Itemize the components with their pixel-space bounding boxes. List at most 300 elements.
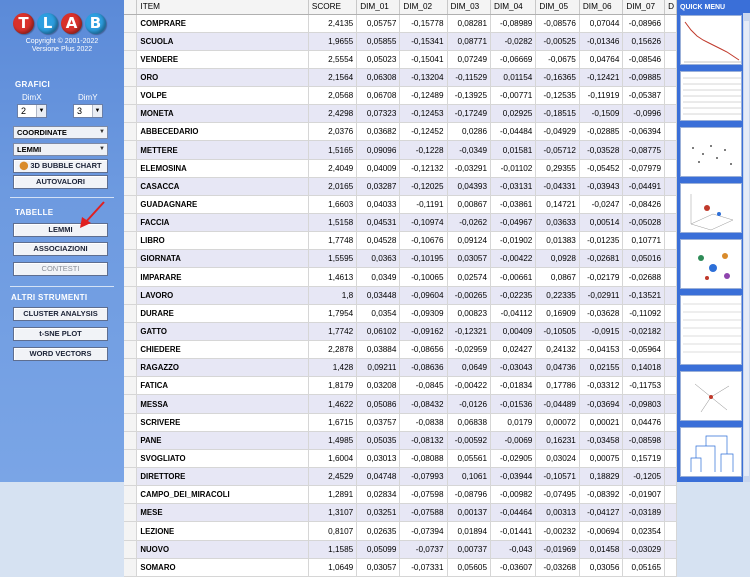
item-cell[interactable]: MONETA [137, 105, 308, 123]
value-cell[interactable]: -0,02905 [491, 449, 536, 467]
value-cell[interactable]: -0,01536 [491, 395, 536, 413]
value-cell[interactable]: -0,09885 [623, 68, 665, 86]
value-cell[interactable]: 2,4135 [308, 14, 356, 32]
value-cell[interactable]: -0,11529 [447, 68, 491, 86]
value-cell[interactable]: -0,05712 [536, 141, 580, 159]
value-cell[interactable]: -0,03861 [491, 195, 536, 213]
value-cell[interactable]: -0,0845 [400, 377, 447, 395]
value-cell[interactable]: -0,11753 [623, 377, 665, 395]
row-header[interactable] [124, 504, 137, 522]
row-header[interactable] [124, 141, 137, 159]
value-cell[interactable]: -0,07331 [400, 558, 447, 576]
item-cell[interactable]: LEZIONE [137, 522, 308, 540]
value-cell[interactable]: -0,09309 [400, 304, 447, 322]
row-header[interactable] [124, 50, 137, 68]
value-cell[interactable]: 0,00075 [579, 449, 623, 467]
value-cell[interactable]: -0,04491 [623, 177, 665, 195]
value-cell[interactable]: -0,03944 [491, 468, 536, 486]
column-header[interactable]: DIM_05 [536, 0, 580, 14]
value-cell[interactable]: -0,04484 [491, 123, 536, 141]
value-cell[interactable]: -0,0349 [447, 141, 491, 159]
value-cell[interactable]: -0,00592 [447, 431, 491, 449]
table-row[interactable] [124, 504, 677, 522]
value-cell[interactable]: 0,04393 [447, 177, 491, 195]
value-cell[interactable]: -0,05452 [579, 159, 623, 177]
value-cell[interactable]: 0,02155 [579, 359, 623, 377]
item-cell[interactable]: ORO [137, 68, 308, 86]
item-cell[interactable]: CASACCA [137, 177, 308, 195]
lemmi-button[interactable]: LEMMI [13, 223, 108, 237]
table-row[interactable] [124, 359, 677, 377]
table-row[interactable] [124, 14, 677, 32]
value-cell[interactable]: -0,00232 [536, 522, 580, 540]
chevron-down-icon[interactable]: ▼ [92, 105, 102, 117]
value-cell[interactable]: 2,4049 [308, 159, 356, 177]
value-cell[interactable]: 0,15626 [623, 32, 665, 50]
value-cell[interactable]: 0,04009 [357, 159, 400, 177]
value-cell[interactable]: -0,01346 [579, 32, 623, 50]
value-cell[interactable]: -0,08636 [400, 359, 447, 377]
value-cell[interactable]: -0,12453 [400, 105, 447, 123]
value-cell[interactable]: 0,03057 [447, 250, 491, 268]
value-cell[interactable]: 0,00072 [536, 413, 580, 431]
word-vectors-button[interactable]: WORD VECTORS [13, 347, 108, 361]
value-cell[interactable]: -0,0282 [491, 32, 536, 50]
value-cell[interactable]: 2,5554 [308, 50, 356, 68]
table-row[interactable] [124, 322, 677, 340]
value-cell[interactable]: -0,10505 [536, 322, 580, 340]
item-cell[interactable]: GIORNATA [137, 250, 308, 268]
value-cell[interactable]: 0,09096 [357, 141, 400, 159]
value-cell[interactable]: 0,0349 [357, 268, 400, 286]
value-cell[interactable]: -0,03043 [491, 359, 536, 377]
value-cell[interactable]: -0,00661 [491, 268, 536, 286]
row-header[interactable] [124, 431, 137, 449]
value-cell[interactable]: 0,03287 [357, 177, 400, 195]
value-cell[interactable]: 0,05757 [357, 14, 400, 32]
value-cell[interactable]: 0,03757 [357, 413, 400, 431]
item-cell[interactable]: FACCIA [137, 214, 308, 232]
value-cell[interactable]: 0,00137 [447, 504, 491, 522]
value-cell[interactable]: -0,01441 [491, 522, 536, 540]
value-cell[interactable]: -0,02885 [579, 123, 623, 141]
dimy-spinner[interactable] [73, 104, 103, 118]
value-cell[interactable]: 1,6004 [308, 449, 356, 467]
value-cell[interactable]: -0,11919 [579, 87, 623, 105]
autovalori-button[interactable]: AUTOVALORI [13, 175, 108, 189]
column-header[interactable]: ITEM [137, 0, 308, 14]
value-cell[interactable]: 0,0363 [357, 250, 400, 268]
value-cell[interactable]: -0,0996 [623, 105, 665, 123]
value-cell[interactable]: -0,13521 [623, 286, 665, 304]
value-cell[interactable]: 0,14018 [623, 359, 665, 377]
value-cell[interactable]: -0,03607 [491, 558, 536, 576]
value-cell[interactable]: 0,05016 [623, 250, 665, 268]
value-cell[interactable]: -0,03291 [447, 159, 491, 177]
value-cell[interactable]: -0,05964 [623, 341, 665, 359]
value-cell[interactable]: 1,8 [308, 286, 356, 304]
row-header[interactable] [124, 32, 137, 50]
value-cell[interactable]: -0,02688 [623, 268, 665, 286]
table-row[interactable] [124, 486, 677, 504]
thumbnail-list[interactable] [680, 295, 742, 365]
item-cell[interactable]: NUOVO [137, 540, 308, 558]
value-cell[interactable]: 0,03057 [357, 558, 400, 576]
table-row[interactable] [124, 141, 677, 159]
value-cell[interactable]: -0,17249 [447, 105, 491, 123]
value-cell[interactable]: -0,08966 [623, 14, 665, 32]
item-cell[interactable]: ABBECEDARIO [137, 123, 308, 141]
value-cell[interactable]: 1,5165 [308, 141, 356, 159]
value-cell[interactable]: 0,06838 [447, 413, 491, 431]
value-cell[interactable]: -0,12452 [400, 123, 447, 141]
value-cell[interactable]: 0,02635 [357, 522, 400, 540]
column-header[interactable]: DIM_06 [579, 0, 623, 14]
value-cell[interactable]: 0,15719 [623, 449, 665, 467]
value-cell[interactable]: -0,00422 [491, 250, 536, 268]
table-row[interactable] [124, 395, 677, 413]
value-cell[interactable]: -0,10974 [400, 214, 447, 232]
value-cell[interactable]: -0,04489 [536, 395, 580, 413]
value-cell[interactable]: -0,11092 [623, 304, 665, 322]
table-row[interactable] [124, 304, 677, 322]
value-cell[interactable]: 2,0568 [308, 87, 356, 105]
value-cell[interactable]: 0,01383 [536, 232, 580, 250]
value-cell[interactable]: 0,02834 [357, 486, 400, 504]
value-cell[interactable]: 0,03633 [536, 214, 580, 232]
value-cell[interactable]: 0,0867 [536, 268, 580, 286]
value-cell[interactable]: 0,05035 [357, 431, 400, 449]
value-cell[interactable]: -0,08598 [623, 431, 665, 449]
value-cell[interactable]: -0,0262 [447, 214, 491, 232]
value-cell[interactable]: 0,05086 [357, 395, 400, 413]
value-cell[interactable]: 1,4613 [308, 268, 356, 286]
value-cell[interactable]: 0,00409 [491, 322, 536, 340]
value-cell[interactable]: -0,07495 [536, 486, 580, 504]
row-header[interactable] [124, 232, 137, 250]
dimx-spinner[interactable] [17, 104, 47, 118]
row-header[interactable] [124, 359, 137, 377]
value-cell[interactable]: -0,03312 [579, 377, 623, 395]
row-header[interactable] [124, 540, 137, 558]
scrollbar-thumb[interactable] [744, 21, 749, 476]
value-cell[interactable]: -0,12321 [447, 322, 491, 340]
contesti-button[interactable]: CONTESTI [13, 262, 108, 276]
table-row[interactable] [124, 413, 677, 431]
row-header[interactable] [124, 286, 137, 304]
row-header[interactable] [124, 377, 137, 395]
column-header[interactable]: D [665, 0, 677, 14]
value-cell[interactable]: 0,07044 [579, 14, 623, 32]
item-cell[interactable]: DIRETTORE [137, 468, 308, 486]
value-cell[interactable]: 0,05561 [447, 449, 491, 467]
value-cell[interactable]: -0,04331 [536, 177, 580, 195]
value-cell[interactable]: -0,12132 [400, 159, 447, 177]
value-cell[interactable]: 0,16909 [536, 304, 580, 322]
value-cell[interactable]: -0,1205 [623, 468, 665, 486]
value-cell[interactable]: -0,04464 [491, 504, 536, 522]
item-cell[interactable]: VOLPE [137, 87, 308, 105]
value-cell[interactable]: 0,0354 [357, 304, 400, 322]
value-cell[interactable]: 0,01154 [491, 68, 536, 86]
table-row[interactable] [124, 159, 677, 177]
value-cell[interactable]: 0,02925 [491, 105, 536, 123]
row-header[interactable] [124, 123, 137, 141]
table-row[interactable] [124, 87, 677, 105]
column-header[interactable]: DIM_01 [357, 0, 400, 14]
value-cell[interactable]: -0,08132 [400, 431, 447, 449]
value-cell[interactable]: -0,1509 [579, 105, 623, 123]
table-row[interactable] [124, 286, 677, 304]
value-cell[interactable]: 2,4298 [308, 105, 356, 123]
value-cell[interactable]: 0,00867 [447, 195, 491, 213]
value-cell[interactable]: -0,03528 [579, 141, 623, 159]
value-cell[interactable]: 0,03682 [357, 123, 400, 141]
value-cell[interactable]: 0,05099 [357, 540, 400, 558]
value-cell[interactable]: 1,6603 [308, 195, 356, 213]
value-cell[interactable]: 0,03251 [357, 504, 400, 522]
table-row[interactable] [124, 268, 677, 286]
value-cell[interactable]: -0,05028 [623, 214, 665, 232]
row-header[interactable] [124, 522, 137, 540]
table-row[interactable] [124, 123, 677, 141]
column-header[interactable]: DIM_02 [400, 0, 447, 14]
value-cell[interactable]: -0,06669 [491, 50, 536, 68]
value-cell[interactable]: 0,02427 [491, 341, 536, 359]
value-cell[interactable]: 0,18829 [579, 468, 623, 486]
value-cell[interactable]: -0,02235 [491, 286, 536, 304]
value-cell[interactable]: 0,14721 [536, 195, 580, 213]
value-cell[interactable]: 1,4985 [308, 431, 356, 449]
value-cell[interactable]: 0,03024 [536, 449, 580, 467]
row-header[interactable] [124, 14, 137, 32]
value-cell[interactable]: -0,03189 [623, 504, 665, 522]
item-cell[interactable]: LAVORO [137, 286, 308, 304]
value-cell[interactable]: -0,08088 [400, 449, 447, 467]
table-row[interactable] [124, 449, 677, 467]
value-cell[interactable]: -0,01902 [491, 232, 536, 250]
item-cell[interactable]: COMPRARE [137, 14, 308, 32]
value-cell[interactable]: 0,03884 [357, 341, 400, 359]
row-header[interactable] [124, 159, 137, 177]
value-cell[interactable]: -0,04127 [579, 504, 623, 522]
value-cell[interactable]: 0,04528 [357, 232, 400, 250]
item-cell[interactable]: CHIEDERE [137, 341, 308, 359]
value-cell[interactable]: -0,00694 [579, 522, 623, 540]
row-header[interactable] [124, 105, 137, 123]
row-header[interactable] [124, 250, 137, 268]
item-cell[interactable]: FATICA [137, 377, 308, 395]
value-cell[interactable]: 1,8179 [308, 377, 356, 395]
value-cell[interactable]: 0,03208 [357, 377, 400, 395]
value-cell[interactable]: 1,7742 [308, 322, 356, 340]
value-cell[interactable]: 0,1061 [447, 468, 491, 486]
value-cell[interactable]: 1,5595 [308, 250, 356, 268]
table-row[interactable] [124, 522, 677, 540]
value-cell[interactable]: -0,03943 [579, 177, 623, 195]
value-cell[interactable]: 0,0928 [536, 250, 580, 268]
tsne-plot-button[interactable]: t-SNE PLOT [13, 327, 108, 341]
thumbnail-scree-chart[interactable] [680, 15, 742, 65]
value-cell[interactable]: 0,05855 [357, 32, 400, 50]
value-cell[interactable]: 0,07249 [447, 50, 491, 68]
bubble-chart-button[interactable] [13, 159, 108, 173]
table-row[interactable] [124, 68, 677, 86]
row-header[interactable] [124, 195, 137, 213]
value-cell[interactable]: 0,00021 [579, 413, 623, 431]
item-cell[interactable]: MESE [137, 504, 308, 522]
value-cell[interactable]: -0,08426 [623, 195, 665, 213]
value-cell[interactable]: -0,03268 [536, 558, 580, 576]
value-cell[interactable]: 0,03056 [579, 558, 623, 576]
value-cell[interactable]: -0,06394 [623, 123, 665, 141]
value-cell[interactable]: 0,00737 [447, 540, 491, 558]
table-row[interactable] [124, 250, 677, 268]
value-cell[interactable]: 1,2891 [308, 486, 356, 504]
value-cell[interactable]: 1,1585 [308, 540, 356, 558]
value-cell[interactable]: 0,0179 [491, 413, 536, 431]
value-cell[interactable]: -0,07979 [623, 159, 665, 177]
value-cell[interactable]: -0,01834 [491, 377, 536, 395]
item-cell[interactable]: SCRIVERE [137, 413, 308, 431]
value-cell[interactable]: -0,12489 [400, 87, 447, 105]
value-cell[interactable]: 1,428 [308, 359, 356, 377]
value-cell[interactable]: -0,0915 [579, 322, 623, 340]
value-cell[interactable]: -0,08432 [400, 395, 447, 413]
value-cell[interactable]: -0,04112 [491, 304, 536, 322]
value-cell[interactable]: -0,09604 [400, 286, 447, 304]
value-cell[interactable]: 1,5158 [308, 214, 356, 232]
column-header[interactable]: DIM_04 [491, 0, 536, 14]
row-header[interactable] [124, 214, 137, 232]
row-header[interactable] [124, 468, 137, 486]
value-cell[interactable]: -0,043 [491, 540, 536, 558]
value-cell[interactable]: -0,03131 [491, 177, 536, 195]
cluster-analysis-button[interactable]: CLUSTER ANALYSIS [13, 307, 108, 321]
value-cell[interactable]: -0,04967 [491, 214, 536, 232]
row-header[interactable] [124, 558, 137, 576]
value-cell[interactable]: 0,09124 [447, 232, 491, 250]
row-header[interactable] [124, 177, 137, 195]
value-cell[interactable]: -0,03458 [579, 431, 623, 449]
value-cell[interactable]: 2,2878 [308, 341, 356, 359]
value-cell[interactable]: -0,01102 [491, 159, 536, 177]
table-row[interactable] [124, 50, 677, 68]
table-row[interactable] [124, 177, 677, 195]
table-row[interactable] [124, 468, 677, 486]
value-cell[interactable]: 0,04033 [357, 195, 400, 213]
item-cell[interactable]: CAMPO_DEI_MIRACOLI [137, 486, 308, 504]
value-cell[interactable]: 0,07323 [357, 105, 400, 123]
value-cell[interactable]: -0,08392 [579, 486, 623, 504]
value-cell[interactable]: -0,15041 [400, 50, 447, 68]
value-cell[interactable]: -0,0737 [400, 540, 447, 558]
value-cell[interactable]: 0,04764 [579, 50, 623, 68]
value-cell[interactable]: -0,12421 [579, 68, 623, 86]
value-cell[interactable]: 2,0376 [308, 123, 356, 141]
table-row[interactable] [124, 232, 677, 250]
associazioni-button[interactable]: ASSOCIAZIONI [13, 242, 108, 256]
value-cell[interactable]: -0,07598 [400, 486, 447, 504]
table-row[interactable] [124, 431, 677, 449]
value-cell[interactable]: -0,0838 [400, 413, 447, 431]
value-cell[interactable]: -0,15341 [400, 32, 447, 50]
value-cell[interactable]: 0,05605 [447, 558, 491, 576]
value-cell[interactable]: -0,03029 [623, 540, 665, 558]
table-row[interactable] [124, 195, 677, 213]
column-header[interactable]: SCORE [308, 0, 356, 14]
value-cell[interactable]: 0,06308 [357, 68, 400, 86]
value-cell[interactable]: 0,10771 [623, 232, 665, 250]
table-row[interactable] [124, 341, 677, 359]
value-cell[interactable]: -0,08546 [623, 50, 665, 68]
thumbnail-table[interactable] [680, 71, 742, 121]
value-cell[interactable]: -0,10676 [400, 232, 447, 250]
value-cell[interactable]: -0,03628 [579, 304, 623, 322]
value-cell[interactable]: -0,02179 [579, 268, 623, 286]
value-cell[interactable]: -0,15778 [400, 14, 447, 32]
value-cell[interactable]: -0,02911 [579, 286, 623, 304]
row-header[interactable] [124, 322, 137, 340]
value-cell[interactable]: -0,12535 [536, 87, 580, 105]
item-cell[interactable]: IMPARARE [137, 268, 308, 286]
value-cell[interactable]: 0,17786 [536, 377, 580, 395]
value-cell[interactable]: -0,02182 [623, 322, 665, 340]
thumbnail-bubble-map[interactable] [680, 239, 742, 289]
item-cell[interactable]: RAGAZZO [137, 359, 308, 377]
value-cell[interactable]: -0,07588 [400, 504, 447, 522]
item-cell[interactable]: GATTO [137, 322, 308, 340]
value-cell[interactable]: 1,7954 [308, 304, 356, 322]
table-row[interactable] [124, 32, 677, 50]
item-cell[interactable]: ELEMOSINA [137, 159, 308, 177]
row-header[interactable] [124, 268, 137, 286]
value-cell[interactable]: 0,06102 [357, 322, 400, 340]
value-cell[interactable]: -0,02959 [447, 341, 491, 359]
value-cell[interactable]: -0,08775 [623, 141, 665, 159]
value-cell[interactable]: 0,24132 [536, 341, 580, 359]
value-cell[interactable]: -0,02681 [579, 250, 623, 268]
table-row[interactable] [124, 377, 677, 395]
value-cell[interactable]: 0,06708 [357, 87, 400, 105]
item-cell[interactable]: LIBRO [137, 232, 308, 250]
value-cell[interactable]: 1,4622 [308, 395, 356, 413]
value-cell[interactable]: -0,08576 [536, 14, 580, 32]
value-cell[interactable]: -0,08656 [400, 341, 447, 359]
value-cell[interactable]: 0,29355 [536, 159, 580, 177]
value-cell[interactable]: 0,04531 [357, 214, 400, 232]
value-cell[interactable]: -0,08796 [447, 486, 491, 504]
item-cell[interactable]: SOMARO [137, 558, 308, 576]
value-cell[interactable]: -0,01969 [536, 540, 580, 558]
row-header[interactable] [124, 304, 137, 322]
value-cell[interactable]: -0,07394 [400, 522, 447, 540]
value-cell[interactable]: 0,01894 [447, 522, 491, 540]
value-cell[interactable]: 0,08771 [447, 32, 491, 50]
value-cell[interactable]: -0,0069 [491, 431, 536, 449]
value-cell[interactable]: 0,02574 [447, 268, 491, 286]
table-row[interactable] [124, 105, 677, 123]
value-cell[interactable]: -0,03694 [579, 395, 623, 413]
value-cell[interactable]: -0,09162 [400, 322, 447, 340]
value-cell[interactable]: -0,08989 [491, 14, 536, 32]
row-header[interactable] [124, 68, 137, 86]
value-cell[interactable]: -0,0675 [536, 50, 580, 68]
value-cell[interactable]: -0,10571 [536, 468, 580, 486]
value-cell[interactable]: 0,09211 [357, 359, 400, 377]
value-cell[interactable]: 0,0286 [447, 123, 491, 141]
value-cell[interactable]: -0,01907 [623, 486, 665, 504]
